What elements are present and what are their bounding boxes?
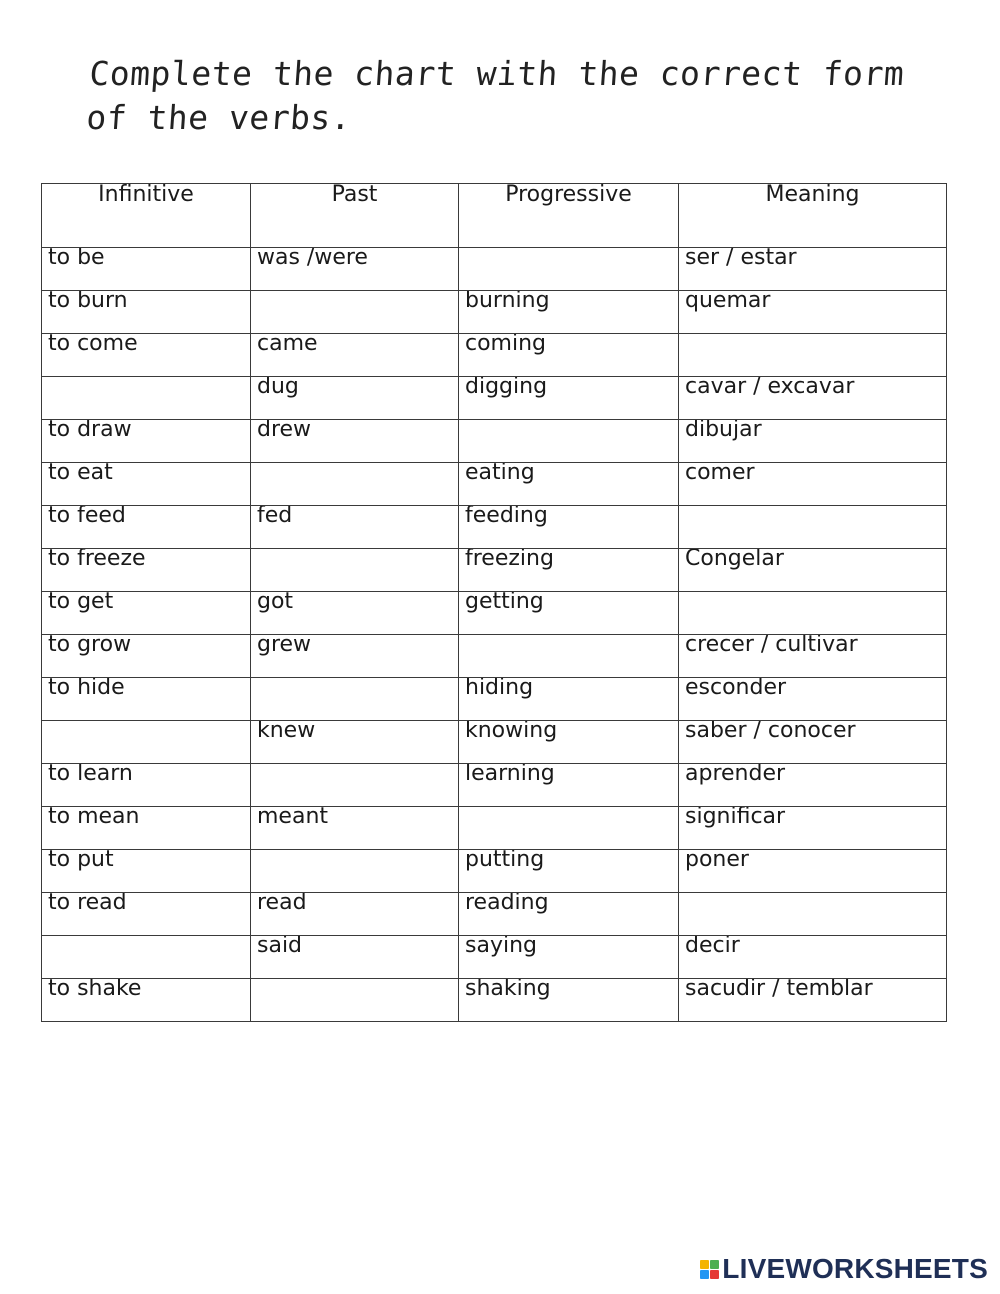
cell-infinitive: to grow [42, 635, 251, 678]
cell-infinitive: to come [42, 334, 251, 377]
cell-past: dug [251, 377, 459, 420]
instructions-line-1: Complete the chart with the correct form [88, 54, 906, 93]
table-header-row [42, 184, 947, 248]
cell-progressive: freezing [459, 549, 679, 592]
cell-progressive: eating [459, 463, 679, 506]
cell-past: was /were [251, 248, 459, 291]
table-row [42, 506, 947, 549]
cell-meaning: ser / estar [679, 248, 947, 291]
cell-infinitive: to shake [42, 979, 251, 1022]
cell-infinitive: to feed [42, 506, 251, 549]
cell-meaning: esconder [679, 678, 947, 721]
cell-progressive-blank[interactable] [459, 248, 679, 291]
cell-past-blank[interactable] [251, 549, 459, 592]
cell-meaning-blank[interactable] [679, 334, 947, 377]
cell-meaning-blank[interactable] [679, 592, 947, 635]
table-row [42, 764, 947, 807]
cell-meaning: crecer / cultivar [679, 635, 947, 678]
table-row [42, 635, 947, 678]
cell-infinitive: to eat [42, 463, 251, 506]
table-row [42, 549, 947, 592]
cell-infinitive: to mean [42, 807, 251, 850]
cell-meaning: poner [679, 850, 947, 893]
cell-meaning: Congelar [679, 549, 947, 592]
cell-past-blank[interactable] [251, 850, 459, 893]
cell-infinitive: to burn [42, 291, 251, 334]
header-past: Past [251, 184, 459, 248]
cell-meaning-blank[interactable] [679, 506, 947, 549]
cell-progressive: coming [459, 334, 679, 377]
liveworksheets-logo-icon [700, 1260, 719, 1279]
table-row [42, 248, 947, 291]
cell-past-blank[interactable] [251, 291, 459, 334]
table-row [42, 893, 947, 936]
cell-infinitive-blank[interactable] [42, 377, 251, 420]
cell-meaning: dibujar [679, 420, 947, 463]
cell-meaning: sacudir / temblar [679, 979, 947, 1022]
cell-meaning: significar [679, 807, 947, 850]
cell-progressive: knowing [459, 721, 679, 764]
cell-infinitive: to draw [42, 420, 251, 463]
logo-square-1 [700, 1260, 709, 1269]
table-row [42, 979, 947, 1022]
table-row [42, 936, 947, 979]
cell-meaning: decir [679, 936, 947, 979]
header-meaning: Meaning [679, 184, 947, 248]
cell-progressive: digging [459, 377, 679, 420]
cell-past: knew [251, 721, 459, 764]
cell-progressive: saying [459, 936, 679, 979]
cell-meaning: comer [679, 463, 947, 506]
cell-progressive-blank[interactable] [459, 635, 679, 678]
cell-past-blank[interactable] [251, 463, 459, 506]
brand-text: LIVEWORKSHEETS [722, 1253, 988, 1284]
cell-infinitive: to freeze [42, 549, 251, 592]
liveworksheets-brand [700, 1252, 988, 1286]
header-infinitive: Infinitive [42, 184, 251, 248]
cell-meaning-blank[interactable] [679, 893, 947, 936]
cell-past: fed [251, 506, 459, 549]
cell-past: grew [251, 635, 459, 678]
table-row [42, 592, 947, 635]
cell-progressive: burning [459, 291, 679, 334]
cell-past: got [251, 592, 459, 635]
cell-progressive-blank[interactable] [459, 420, 679, 463]
table-row [42, 334, 947, 377]
cell-progressive: shaking [459, 979, 679, 1022]
cell-infinitive: to hide [42, 678, 251, 721]
cell-past: drew [251, 420, 459, 463]
instructions [85, 52, 911, 140]
table-row [42, 420, 947, 463]
table-row [42, 377, 947, 420]
logo-square-2 [710, 1260, 719, 1269]
cell-infinitive: to read [42, 893, 251, 936]
cell-progressive: getting [459, 592, 679, 635]
cell-meaning: aprender [679, 764, 947, 807]
logo-square-4 [710, 1270, 719, 1279]
cell-meaning: cavar / excavar [679, 377, 947, 420]
cell-infinitive-blank[interactable] [42, 936, 251, 979]
cell-infinitive: to put [42, 850, 251, 893]
cell-infinitive-blank[interactable] [42, 721, 251, 764]
table-row [42, 678, 947, 721]
cell-infinitive: to get [42, 592, 251, 635]
cell-progressive: reading [459, 893, 679, 936]
instructions-line-2: of the verbs. [85, 98, 353, 137]
cell-past-blank[interactable] [251, 678, 459, 721]
verb-chart-table [41, 183, 947, 1022]
cell-past-blank[interactable] [251, 764, 459, 807]
table-row [42, 291, 947, 334]
table-row [42, 463, 947, 506]
table-row [42, 850, 947, 893]
cell-infinitive: to learn [42, 764, 251, 807]
cell-progressive-blank[interactable] [459, 807, 679, 850]
table-row [42, 721, 947, 764]
cell-meaning: quemar [679, 291, 947, 334]
cell-past-blank[interactable] [251, 979, 459, 1022]
table-body [42, 248, 947, 1022]
cell-past: meant [251, 807, 459, 850]
cell-infinitive: to be [42, 248, 251, 291]
cell-past: said [251, 936, 459, 979]
logo-square-3 [700, 1270, 709, 1279]
cell-progressive: hiding [459, 678, 679, 721]
cell-progressive: learning [459, 764, 679, 807]
header-progressive: Progressive [459, 184, 679, 248]
cell-past: came [251, 334, 459, 377]
cell-meaning: saber / conocer [679, 721, 947, 764]
table-row [42, 807, 947, 850]
cell-past: read [251, 893, 459, 936]
cell-progressive: feeding [459, 506, 679, 549]
cell-progressive: putting [459, 850, 679, 893]
